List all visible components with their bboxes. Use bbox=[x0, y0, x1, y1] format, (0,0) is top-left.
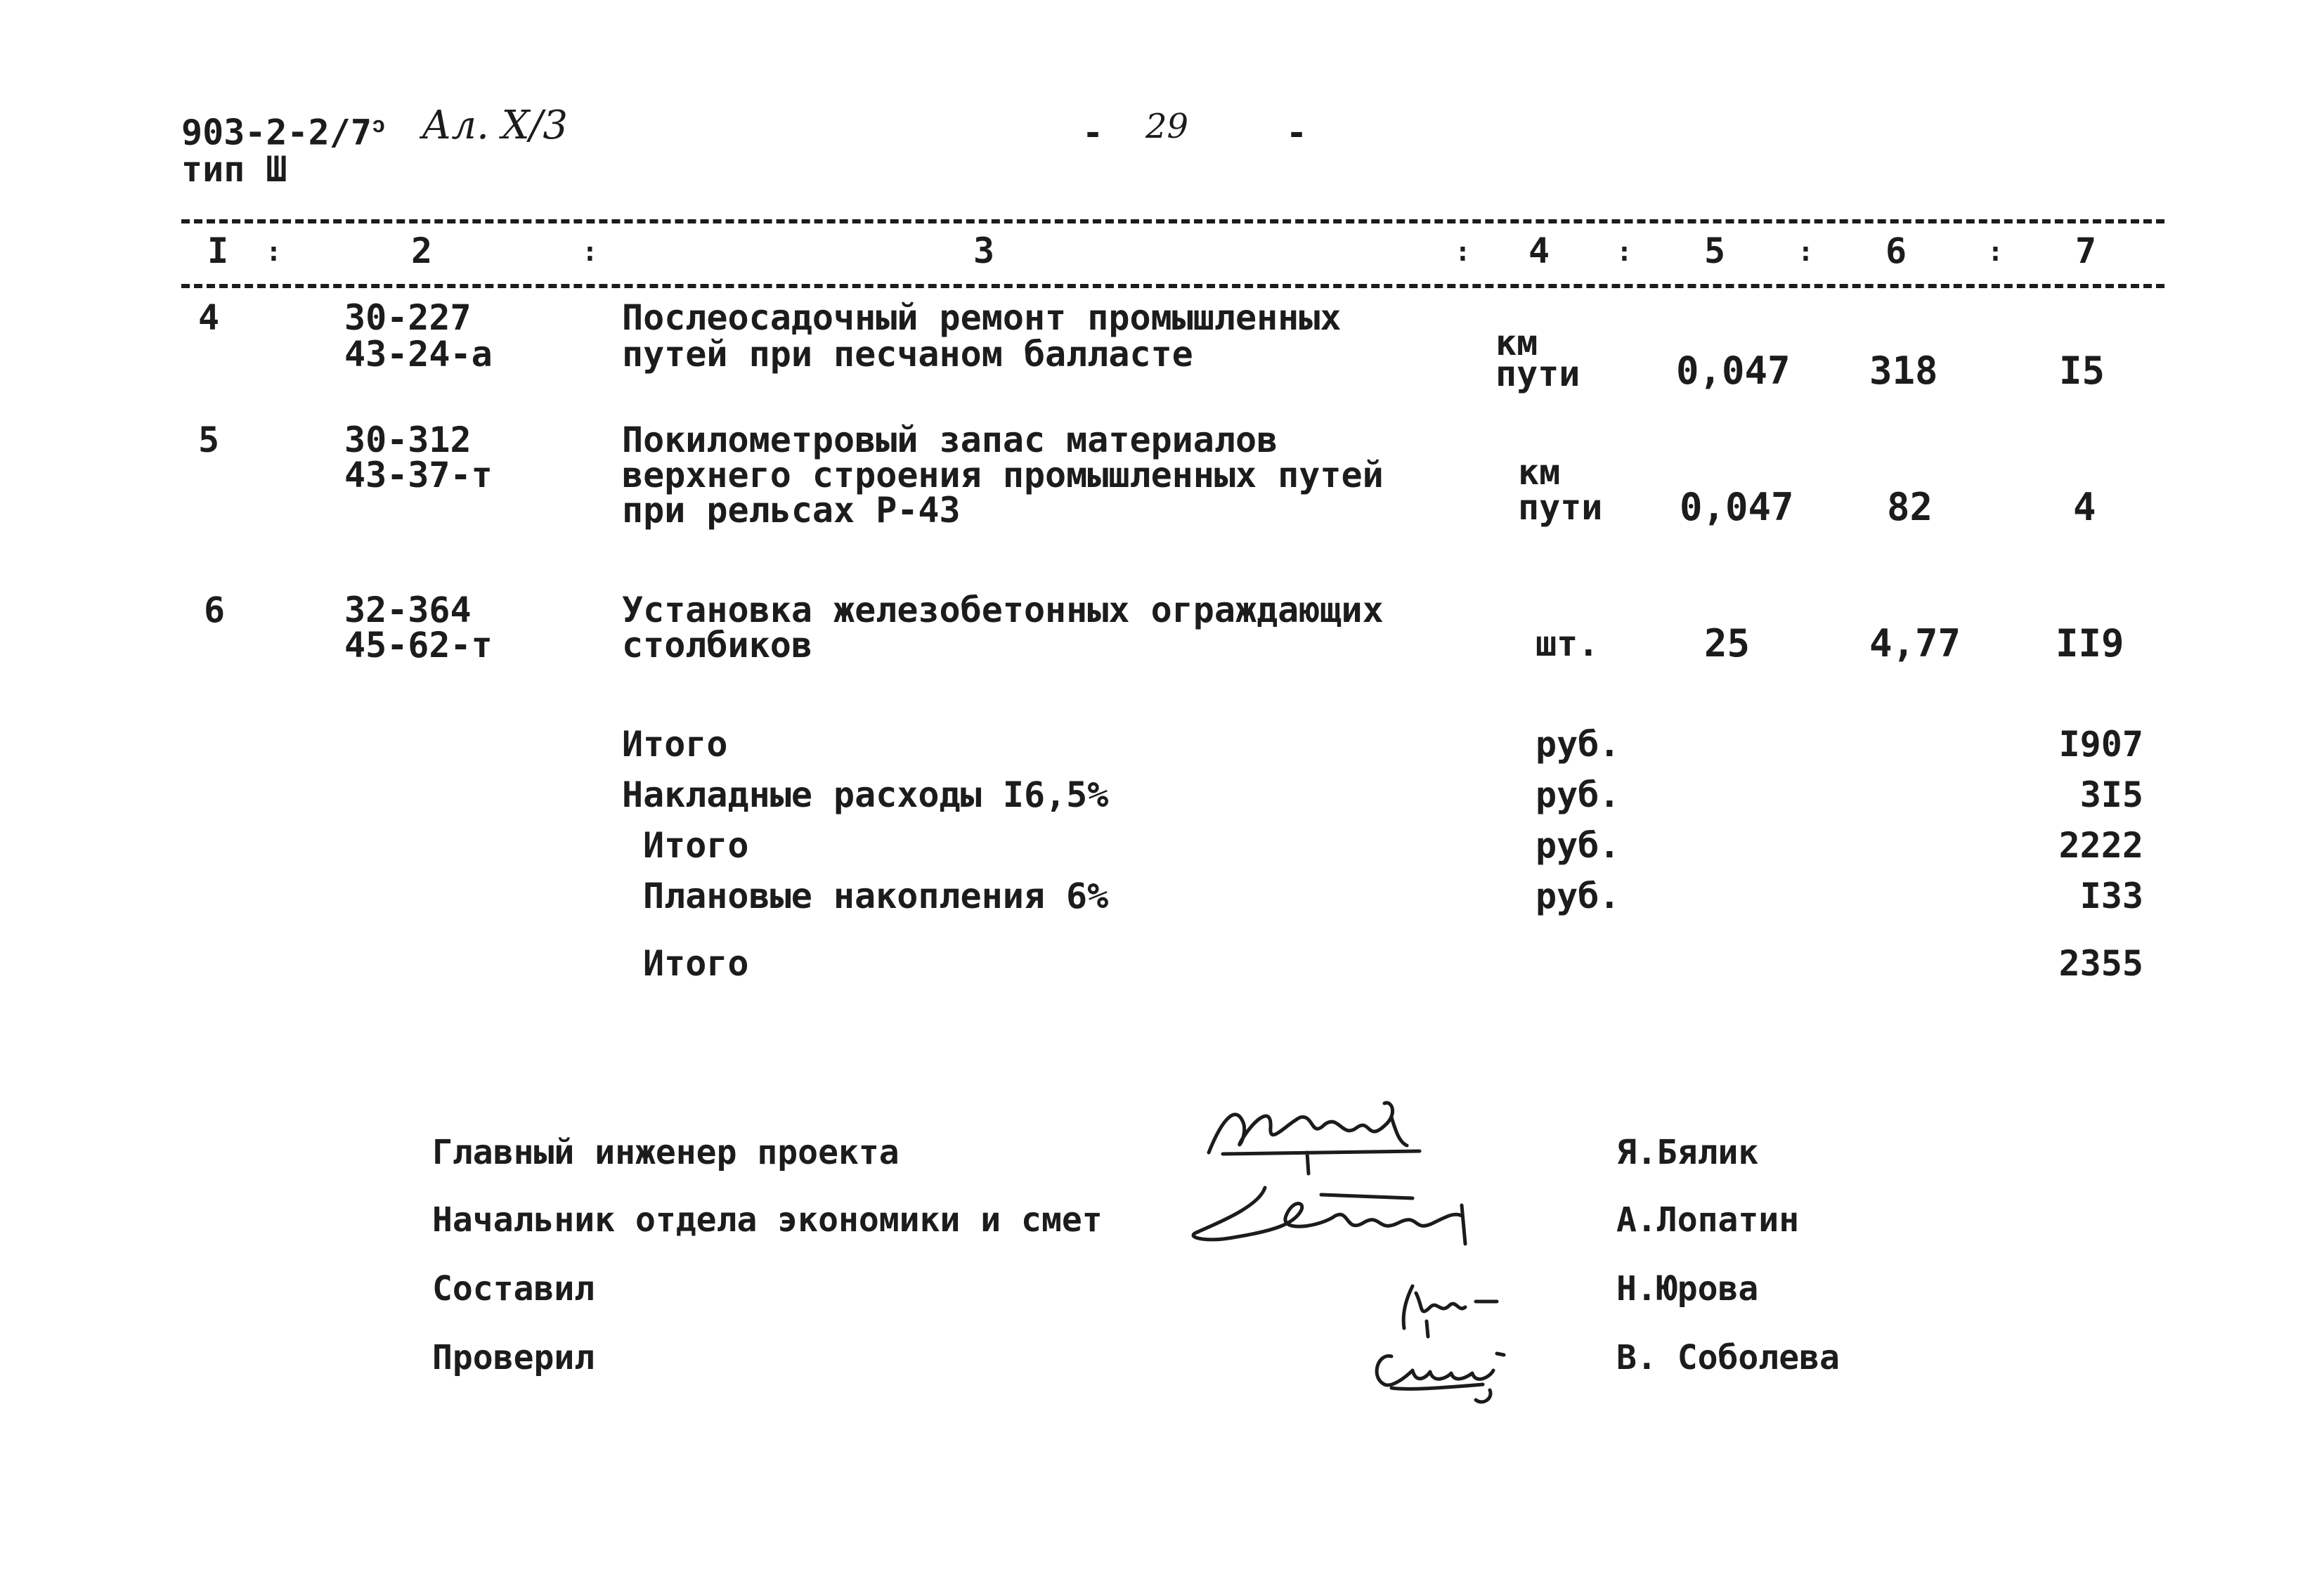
row-4-number: 4 bbox=[198, 297, 220, 338]
column-separator: : bbox=[582, 236, 598, 267]
page-number: 29 bbox=[1145, 107, 1189, 146]
document-code bbox=[181, 111, 385, 153]
row-4-unit-line-1: км bbox=[1495, 323, 1538, 363]
table-header-rule bbox=[181, 284, 2164, 288]
total-label-with-overhead: Итого bbox=[643, 825, 749, 866]
row-5-unit-line-2: пути bbox=[1518, 487, 1603, 528]
page-dash-right: - bbox=[1286, 112, 1308, 153]
handwritten-signatures bbox=[1181, 1075, 1511, 1441]
column-separator: : bbox=[1616, 236, 1632, 267]
album-number: Ал. X/3 bbox=[422, 103, 569, 148]
column-separator: : bbox=[1455, 236, 1471, 267]
column-number-5: 5 bbox=[1703, 231, 1726, 271]
row-5-description-line-2: верхнего строения промышленных путей bbox=[622, 455, 1384, 495]
row-6-price: 4,77 bbox=[1869, 621, 1961, 666]
signature-compiled-by bbox=[1403, 1286, 1497, 1337]
signature-name-department-head: А.Лопатин bbox=[1616, 1200, 1800, 1240]
document-code-suffix: ↄ bbox=[371, 111, 386, 138]
column-number-6: 6 bbox=[1885, 231, 1907, 271]
total-value-overhead: 3I5 bbox=[2079, 774, 2143, 815]
total-value-subtotal: I907 bbox=[2058, 724, 2143, 765]
row-6-code-1: 32-364 bbox=[344, 590, 472, 630]
signature-role-checked-by: Проверил bbox=[432, 1338, 595, 1377]
total-label-subtotal: Итого bbox=[622, 724, 728, 765]
total-value-with-overhead: 2222 bbox=[2058, 825, 2143, 866]
row-4-total: I5 bbox=[2059, 349, 2105, 393]
row-5-description-line-1: Покилометровый запас материалов bbox=[622, 420, 1278, 460]
column-number-7: 7 bbox=[2075, 231, 2097, 271]
signature-role-department-head: Начальник отдела экономики и смет bbox=[432, 1200, 1103, 1240]
column-separator: : bbox=[1987, 236, 2004, 267]
column-number-3: 3 bbox=[973, 231, 995, 271]
document-code-main: 903-2-2/7 bbox=[181, 112, 372, 153]
row-4-quantity: 0,047 bbox=[1676, 349, 1791, 393]
page-dash-left: - bbox=[1082, 112, 1104, 153]
total-value-grand: 2355 bbox=[2058, 943, 2143, 984]
row-6-number: 6 bbox=[204, 590, 226, 630]
signature-role-chief-engineer: Главный инженер проекта bbox=[432, 1133, 900, 1172]
total-value-planned-savings: I33 bbox=[2079, 876, 2143, 916]
row-4-description-line-2: путей при песчаном балласте bbox=[622, 334, 1193, 375]
signature-name-chief-engineer: Я.Бялик bbox=[1616, 1133, 1759, 1172]
total-label-grand: Итого bbox=[643, 943, 749, 984]
total-unit-planned-savings: руб. bbox=[1536, 876, 1621, 916]
column-separator: : bbox=[1798, 236, 1814, 267]
row-6-description-line-1: Установка железобетонных ограждающих bbox=[622, 590, 1384, 630]
signature-name-compiled-by: Н.Юрова bbox=[1616, 1269, 1759, 1309]
total-unit-with-overhead: руб. bbox=[1536, 825, 1621, 866]
row-5-description-line-3: при рельсах Р-43 bbox=[622, 490, 961, 531]
table-top-rule bbox=[181, 219, 2164, 223]
row-4-code-1: 30-227 bbox=[344, 297, 472, 338]
row-5-price: 82 bbox=[1887, 485, 1933, 529]
total-unit-subtotal: руб. bbox=[1536, 724, 1621, 765]
row-6-description-line-2: столбиков bbox=[622, 625, 812, 666]
row-4-price: 318 bbox=[1869, 349, 1938, 393]
row-4-unit-line-2: пути bbox=[1495, 353, 1580, 394]
row-4-code-2: 43-24-а bbox=[344, 334, 493, 375]
signature-role-compiled-by: Составил bbox=[432, 1269, 595, 1309]
total-unit-overhead: руб. bbox=[1536, 774, 1621, 815]
row-6-unit: шт. bbox=[1536, 623, 1599, 664]
column-number-4: 4 bbox=[1528, 231, 1550, 271]
column-number-1: I bbox=[207, 231, 229, 271]
row-6-total: II9 bbox=[2056, 621, 2124, 666]
column-number-2: 2 bbox=[410, 231, 433, 271]
column-separator: : bbox=[266, 236, 282, 267]
signature-checked-by bbox=[1377, 1354, 1504, 1402]
row-5-quantity: 0,047 bbox=[1680, 485, 1794, 529]
row-5-total: 4 bbox=[2073, 485, 2096, 529]
type-label: тип Ш bbox=[181, 149, 287, 190]
total-label-planned-savings: Плановые накопления 6% bbox=[643, 876, 1109, 916]
row-5-code-2: 43-37-т bbox=[344, 455, 493, 495]
row-6-code-2: 45-62-т bbox=[344, 625, 493, 666]
signature-department-head bbox=[1193, 1188, 1465, 1244]
row-6-quantity: 25 bbox=[1704, 621, 1751, 666]
signature-chief-engineer bbox=[1209, 1103, 1420, 1174]
row-4-description-line-1: Послеосадочный ремонт промышленных bbox=[622, 297, 1342, 338]
row-5-code-1: 30-312 bbox=[344, 420, 472, 460]
row-5-unit-line-1: км bbox=[1518, 452, 1561, 493]
signature-name-checked-by: В. Соболева bbox=[1616, 1338, 1840, 1377]
total-label-overhead: Накладные расходы I6,5% bbox=[622, 774, 1109, 815]
row-5-number: 5 bbox=[198, 420, 220, 460]
